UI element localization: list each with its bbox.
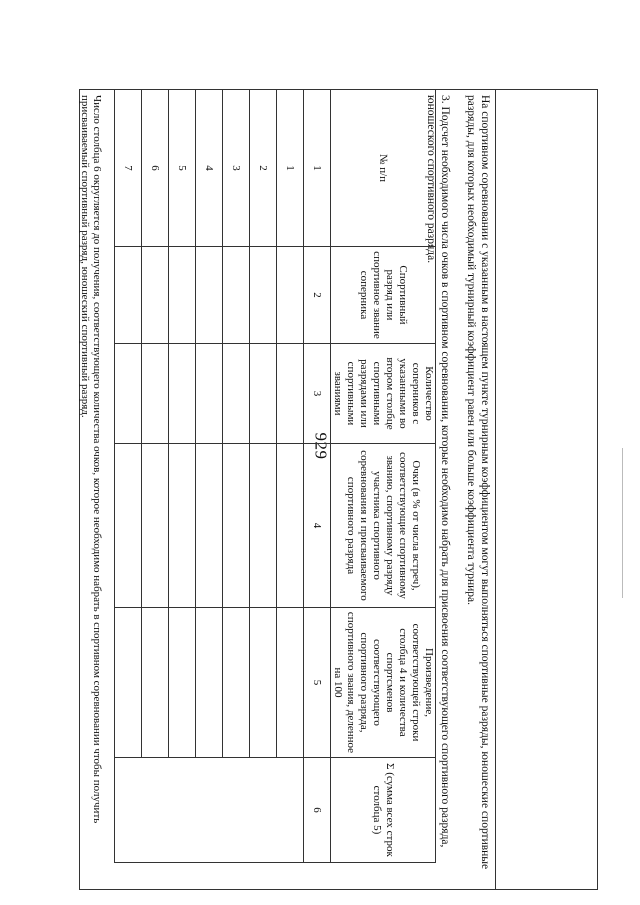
column-number: 5 [304,608,331,758]
table-row [115,90,142,863]
row-label: 6 [142,90,169,247]
table-row [223,90,250,863]
rotated-document-body [79,89,495,890]
header-number: № п/п [331,90,436,247]
header-product: Произведение, соответствующей строки столбца 4 и количества спортсменов соответствующего спортивного разряда, спортивного звания, деленное на 100 [331,608,436,758]
table-cell [115,344,142,444]
column-number: 4 [304,444,331,608]
table-cell [196,444,223,608]
column-number: 2 [304,247,331,344]
row-label: 7 [115,90,142,247]
table-cell [250,444,277,608]
table-cell [169,247,196,344]
page-number: 929 [311,432,331,460]
table-cell [196,247,223,344]
table-cell [250,608,277,758]
table-row [250,90,277,863]
header-opponent-count: Количество соперников с указанными во втором столбце спортивными разрядами или спортивными званиями [331,344,436,444]
table-cell [196,344,223,444]
table-cell [250,247,277,344]
table-cell [223,608,250,758]
table-cell [142,344,169,444]
table-cell [115,758,304,863]
table-cell [277,247,304,344]
table-cell [277,608,304,758]
table-cell [169,444,196,608]
column-number: 1 [304,90,331,247]
table-row [196,90,223,863]
table-cell [169,608,196,758]
table-cell [223,247,250,344]
header-sum: Σ (сумма всех строк столбца 5) [331,758,436,863]
footnote: Число столбца 6 округляется до получения, соответствующего количества очков, которое необходимо набрать в спортивном соревновании чтобы получить присваиваемый спортивный разряд, юношеский спортивный разряд. [78,95,103,824]
table-cell [169,344,196,444]
row-label: 5 [169,90,196,247]
table-cell [142,247,169,344]
table-cell [277,444,304,608]
header-opponent-rank: Спортивный разряд или спортивное звание соперника [331,247,436,344]
row-label: 1 [277,90,304,247]
table-cell [223,444,250,608]
table-cell [277,344,304,444]
section-heading: 3. Подсчет необходимого числа очков в спортивном соревновании, которые необходимо набрать для присвоения соответствующего спортивного разряда, юношеского спортивного разряда. [425,95,451,848]
frame-divider [495,89,496,890]
header-points-percent: Очки (в % от числа встреч), соответствующие спортивному званию, спортивному разряду участника спортивного соревнования и присваиваемого спортивного разряда [331,444,436,608]
table-cell [250,344,277,444]
table-row [169,90,196,863]
column-number: 3 [304,344,331,444]
table-row [142,90,169,863]
table-cell [115,247,142,344]
table-row [277,90,304,863]
table-cell [196,608,223,758]
row-label: 2 [250,90,277,247]
column-number-row [304,90,331,863]
table-cell [142,608,169,758]
table-cell [115,608,142,758]
intro-paragraph: На спортивном соревновании с указанным в настоящем пункте турнирным коэффициентом могут выполняться спортивные разряды, юношеские спортивные разряды, для которых необходимый турнирный коэффициент равен или больше коэффициента турнира. [465,95,491,870]
column-number: 6 [304,758,331,863]
table-cell [223,344,250,444]
table-cell [115,444,142,608]
table-header-row [331,90,436,863]
row-label: 4 [196,90,223,247]
row-label: 3 [223,90,250,247]
points-calculation-table [114,89,436,863]
table-cell [142,444,169,608]
scan-edge-line [622,448,623,598]
